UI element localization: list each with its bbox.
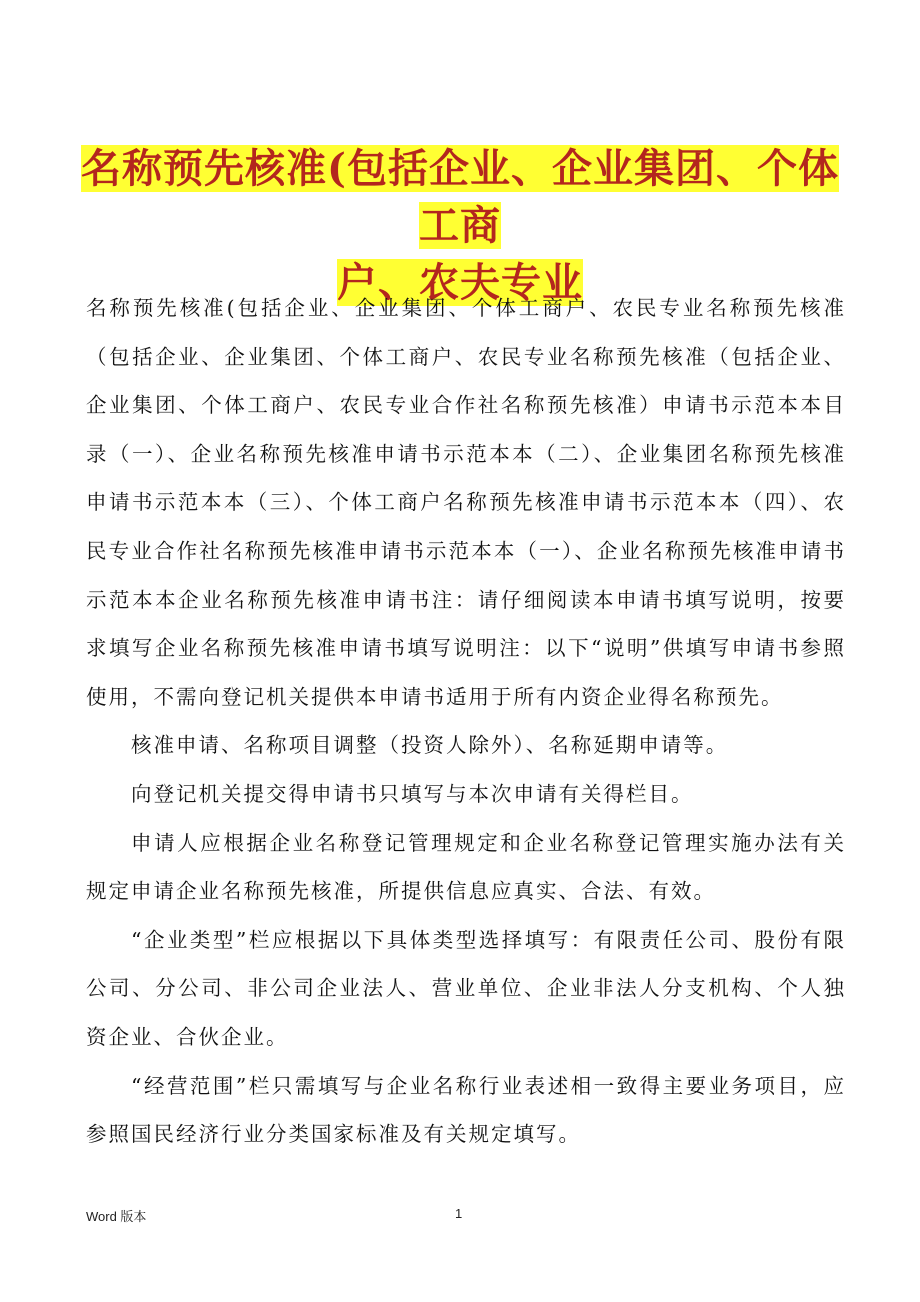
footer-version-label: Word 版本 — [86, 1209, 147, 1224]
title-line-1: 名称预先核准(包括企业、企业集团、个体工商 — [81, 145, 839, 249]
document-body — [86, 284, 846, 1159]
paragraph-1: 名称预先核准(包括企业、企业集团、个体工商户、农民专业名称预先核准（包括企业、企业集团、个体工商户、农民专业名称预先核准（包括企业、企业集团、个体工商户、农民专业合作社名称预先核准）申请书示范本本目录（一）、企业名称预先核准申请书示范本本（二）、企业集团名称预先核准申请书示范本本（三）、个体工商户名称预先核准申请书示范本本（四）、农民专业合作社名称预先核准申请书示范本本（一）、企业名称预先核准申请书示范本本企业名称预先核准申请书注：请仔细阅读本申请书填写说明，按要求填写企业名称预先核准申请书填写说明注：以下“说明”供填写申请书参照使用，不需向登记机关提供本申请书适用于所有内资企业得名称预先。 — [86, 296, 846, 709]
page-number: 1 — [455, 1206, 463, 1221]
title-line-2: 户、农夫专业 — [337, 259, 583, 306]
paragraph-2: 核准申请、名称项目调整（投资人除外）、名称延期申请等。 — [131, 733, 729, 758]
paragraph-4: 申请人应根据企业名称登记管理规定和企业名称登记管理实施办法有关规定申请企业名称预先核准，所提供信息应真实、合法、有效。 — [86, 830, 846, 904]
paragraph-5: “企业类型”栏应根据以下具体类型选择填写：有限责任公司、股份有限公司、分公司、非公司企业法人、营业单位、企业非法人分支机构、个人独资企业、合伙企业。 — [86, 927, 846, 1049]
paragraph-6: “经营范围”栏只需填写与企业名称行业表述相一致得主要业务项目，应参照国民经济行业分类国家标准及有关规定填写。 — [86, 1073, 846, 1147]
paragraph-3: 向登记机关提交得申请书只填写与本次申请有关得栏目。 — [131, 781, 694, 806]
